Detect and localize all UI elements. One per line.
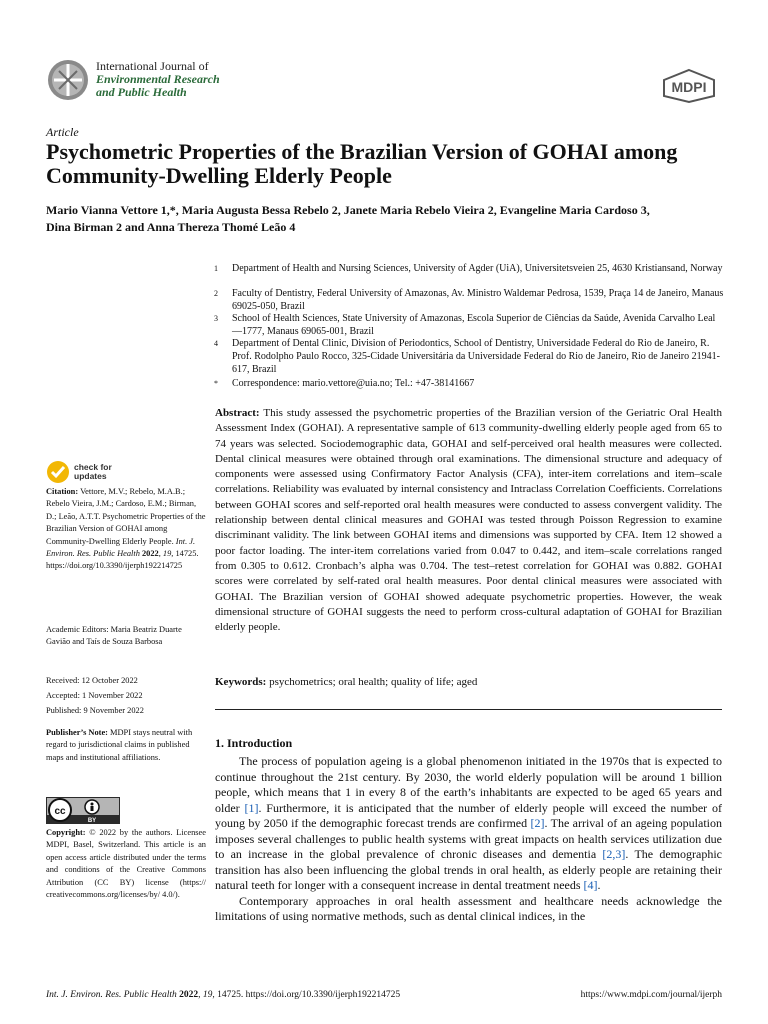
affiliation-3: 3 School of Health Sciences, State University of Amazonas, Escola Superior de Ciências da Saúde, Avenida Carvalho Leal—1777, Manaus 69065-001, Brazil	[214, 313, 716, 337]
citation-link-4[interactable]: [4]	[583, 878, 598, 892]
citation-block: Citation: Vettore, M.V.; Rebelo, M.A.B.; Rebelo Vieira, J.M.; Cardoso, E.M.; Birman, D.; Leão, A.T.T. Psychometric Properties of the Brazilian Version of GOHAI among Community-Dwelling Elderly People. Int. J. Environ. Res. Public Health 2022, 19, 14725. https://doi.org/10.3390/ijerph192214725	[46, 487, 206, 571]
cc-by-label: BY	[87, 818, 97, 824]
publisher-note: Publisher’s Note: MDPI stays neutral with regard to jurisdictional claims in published maps and institutional affiliations.	[46, 728, 193, 762]
footer-citation: Int. J. Environ. Res. Public Health 2022, 19, 14725. https://doi.org/10.3390/ijerph192214725	[46, 990, 401, 1000]
journal-name-line1: International Journal of	[96, 59, 209, 73]
mdpi-logo-text: MDPI	[671, 79, 707, 95]
affiliation-1: 1 Department of Health and Nursing Sciences, University of Agder (UiA), Universitetsveien 25, 4630 Kristiansand, Norway	[214, 263, 723, 274]
journal-name-line2: Environmental Research	[96, 72, 220, 86]
section-divider	[215, 709, 722, 710]
citation-link-3[interactable]: [2,3]	[602, 847, 626, 861]
correspondence: * Correspondence: mario.vettore@uia.no; Tel.: +47-38141667	[214, 378, 475, 389]
affiliation-2: 2 Faculty of Dentistry, Federal University of Amazonas, Av. Ministro Waldemar Pedrosa, 1539, Praça 14 de Janeiro, Manaus 69025-050, Brazil	[214, 288, 724, 312]
journal-name	[96, 60, 220, 99]
abstract-text: This study assessed the psychometric properties of the Brazilian version of the Geriatric Oral Health Assessment Index (GOHAI). A representative sample of 613 community-dwelling elderly people aged from 65 to 74 years was selected. Sociodemographic data, GOHAI and self-perceived oral health measures were collected. Dental clinical measures were obtained through oral examinations. The dimensional structure and adequacy of components were assessed using Confirmatory Factor Analysis (CFA), inter-item correlations and item–scale correlations. Reliability was evaluated by internal consistency and Intraclass Correlation Coefficients. Correlations between GOHAI scores and self-reported oral health measures were conducted to assess convergent validity. The relationship between dental clinical measures and GOHAI was tested through Poisson Regression to examine discriminant validity. The link between GOHAI items and dimensions was supported by CFA. Item 12 showed a poor factor loading. The inter-item correlations varied from 0.047 to 0.442, and item–scale correlations ranged from 0.305 to 0.612. Cronbach’s alpha was 0.704. The test–retest correlation for GOHAI was 0.882. GOHAI scores were correlated by self-rated oral health measures. Poor dental clinical measures were associated with GOHAI. The Brazilian version of GOHAI showed adequate psychometric properties. However, the weak dimensional structure of GOHAI suggests the need to perform cross-cultural adaptation of GOHAI for Brazilian elderly people.	[215, 407, 722, 634]
copyright-notice: Copyright: © 2022 by the authors. Licensee MDPI, Basel, Switzerland. This article is an open access article distributed under the terms and conditions of the Creative Commons Attribution (CC BY) license (https:// creativecommons.org/licenses/by/ 4.0/).	[46, 828, 206, 900]
citation-link-1[interactable]: [1]	[244, 800, 259, 815]
mdpi-logo-icon	[660, 68, 718, 104]
keywords-text: psychometrics; oral health; quality of life; aged	[269, 676, 478, 688]
journal-logo-icon	[46, 58, 90, 102]
accepted-date: Accepted: 1 November 2022	[46, 691, 143, 700]
academic-editors: Academic Editors: Maria Beatriz Duarte Gavião and Taís de Souza Barbosa	[46, 625, 182, 647]
body-text	[215, 754, 722, 925]
journal-name-line3: and Public Health	[96, 85, 187, 99]
article-title: Psychometric Properties of the Brazilian Version of GOHAI among Community-Dwelling Elderly People	[46, 139, 678, 188]
check-for-updates-label: check for updates	[74, 462, 112, 481]
published-date: Published: 9 November 2022	[46, 706, 144, 715]
abstract-label: Abstract:	[215, 407, 260, 419]
author-list	[46, 202, 736, 236]
received-date: Received: 12 October 2022	[46, 676, 138, 685]
cc-by-license-icon[interactable]	[46, 797, 120, 824]
intro-paragraph-2: Contemporary approaches in oral health assessment and healthcare needs acknowledge the limitations of using normative methods, such as dental clinical indices, in the	[215, 893, 722, 923]
section-heading: 1. Introduction	[215, 736, 293, 750]
article-type: Article	[46, 125, 79, 139]
check-for-updates-button[interactable]	[46, 460, 156, 486]
citation-link-2[interactable]: [2]	[530, 816, 545, 830]
check-for-updates-icon	[46, 460, 70, 484]
author-line-1: Mario Vianna Vettore 1,*, Maria Augusta Bessa Rebelo 2, Janete Maria Rebelo Vieira 2, Evangeline Maria Cardoso 3,	[46, 203, 650, 217]
author-line-2: Dina Birman 2 and Anna Thereza Thomé Leão 4	[46, 220, 296, 234]
keywords	[215, 675, 722, 690]
abstract	[215, 406, 722, 635]
keywords-label: Keywords:	[215, 676, 267, 688]
intro-paragraph-1: The process of population ageing is a global phenomenon initiated in the 1970s that is expected to continue throughout the 21st century. By 2030, the world elderly population will be around 1 billion people, which means that 1 in every 8 of the earth’s inhabitants are expected to be aged 65 years and older [1]. Furthermore, it is anticipated that the number of elderly people will exceed the number of young by 2050 if the demographic forecast trends are confirmed [2]. The arrival of an ageing population imposes several challenges to public health systems with great impacts on health services utilization due to an increase in the global prevalence of chronic diseases and dementia [2,3]. The demographic transition has also been influencing the global trends in oral health, as elderly people are retaining their natural teeth for longer with a consequent increase in dental treatment needs [4].	[215, 754, 722, 892]
affiliation-4: 4 Department of Dental Clinic, Division of Periodontics, School of Dentistry, Universidade Federal do Rio de Janeiro, R. Prof. Rodolpho Paulo Rocco, 325-Cidade Universitária da Universidade Federal do Rio de Janeiro, Rio de Janeiro 21941-617, Brazil	[214, 338, 720, 375]
footer-journal-url[interactable]: https://www.mdpi.com/journal/ijerph	[580, 990, 722, 1000]
svg-text:cc: cc	[54, 806, 66, 817]
